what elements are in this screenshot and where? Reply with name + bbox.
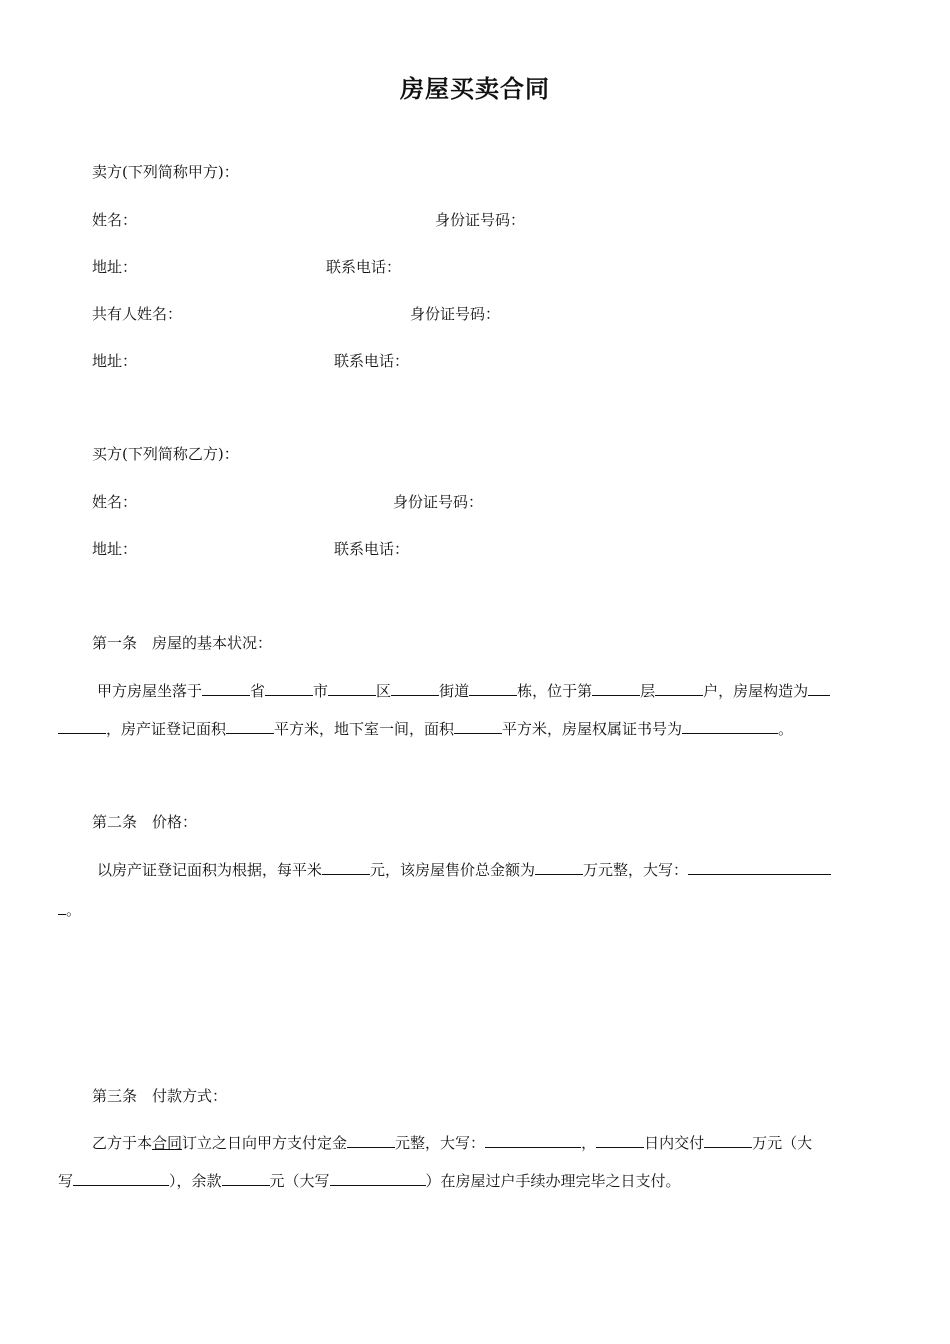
article2-text: 万元整，大写： bbox=[583, 861, 689, 879]
structure-blank[interactable] bbox=[808, 680, 830, 696]
seller-name-label: 姓名： bbox=[92, 211, 138, 229]
buyer-phone-label: 联系电话： bbox=[334, 540, 410, 558]
article3-heading: 第三条 付款方式： bbox=[92, 1087, 228, 1105]
article1-text: 甲方房屋坐落于 bbox=[97, 682, 203, 700]
seller-id-label: 身份证号码： bbox=[435, 211, 526, 229]
deposit-blank[interactable] bbox=[347, 1132, 395, 1148]
seller-address-label: 地址： bbox=[92, 258, 138, 276]
district-blank[interactable] bbox=[328, 680, 376, 696]
days-blank[interactable] bbox=[596, 1132, 644, 1148]
buyer-name-label: 姓名： bbox=[92, 493, 138, 511]
article1-text: ，房产证登记面积 bbox=[106, 720, 227, 738]
province-blank[interactable] bbox=[202, 680, 250, 696]
article1-text: 户，房屋构造为 bbox=[703, 682, 809, 700]
buyer-heading: 买方(下列简称乙方)： bbox=[92, 445, 239, 463]
article2-line1 bbox=[97, 859, 831, 880]
seller-heading: 卖方(下列简称甲方)： bbox=[92, 163, 239, 181]
coowner-name-label: 共有人姓名： bbox=[92, 305, 183, 323]
floor-blank[interactable] bbox=[592, 680, 640, 696]
article3-text: ， bbox=[581, 1134, 597, 1152]
article3-text: 元（大写 bbox=[269, 1172, 330, 1190]
balance-blank[interactable] bbox=[222, 1170, 270, 1186]
article3-text: 日内交付 bbox=[644, 1134, 705, 1152]
coowner-id-label: 身份证号码： bbox=[410, 305, 501, 323]
balance-words-blank[interactable] bbox=[330, 1170, 426, 1186]
article3-text: 写 bbox=[58, 1172, 74, 1190]
article1-text: 平方米，地下室一间，面积 bbox=[274, 720, 455, 738]
article1-text: 区 bbox=[376, 682, 392, 700]
total-price-blank[interactable] bbox=[535, 859, 583, 875]
coowner-address-label: 地址： bbox=[92, 352, 138, 370]
article1-text: 街道 bbox=[439, 682, 470, 700]
article2-line2 bbox=[58, 899, 81, 920]
article1-text: 市 bbox=[313, 682, 329, 700]
price-per-sqm-blank[interactable] bbox=[322, 859, 370, 875]
article3-text: 元整，大写： bbox=[395, 1134, 486, 1152]
document-title: 房屋买卖合同 bbox=[400, 75, 550, 103]
contract-link[interactable]: 合同 bbox=[152, 1134, 183, 1152]
article2-text: 元，该房屋售价总金额为 bbox=[370, 861, 536, 879]
article3-text: 万元（大 bbox=[752, 1134, 813, 1152]
total-price-words-blank[interactable] bbox=[688, 859, 831, 875]
article3-text: ）在房屋过户手续办理完毕之日支付。 bbox=[425, 1172, 681, 1190]
article3-text: 乙方于本 bbox=[92, 1134, 153, 1152]
article3-text: 订立之日向甲方支付定金 bbox=[182, 1134, 348, 1152]
unit-blank[interactable] bbox=[655, 680, 703, 696]
article1-text: 。 bbox=[778, 720, 794, 738]
article1-text: 省 bbox=[250, 682, 266, 700]
article1-heading: 第一条 房屋的基本状况： bbox=[92, 634, 273, 652]
installment-blank[interactable] bbox=[704, 1132, 752, 1148]
article3-text: ），余款 bbox=[169, 1172, 222, 1190]
article1-text: 平方米，房屋权属证书号为 bbox=[502, 720, 683, 738]
article3-line1 bbox=[92, 1132, 812, 1153]
article1-line2 bbox=[58, 718, 793, 739]
buyer-id-label: 身份证号码： bbox=[393, 493, 484, 511]
structure-blank-cont[interactable] bbox=[58, 718, 106, 734]
installment-words-blank[interactable] bbox=[73, 1170, 169, 1186]
seller-phone-label: 联系电话： bbox=[326, 258, 402, 276]
basement-area-blank[interactable] bbox=[454, 718, 502, 734]
registered-area-blank[interactable] bbox=[226, 718, 274, 734]
buyer-address-label: 地址： bbox=[92, 540, 138, 558]
certificate-number-blank[interactable] bbox=[682, 718, 778, 734]
article1-line1 bbox=[97, 680, 830, 701]
article2-heading: 第二条 价格： bbox=[92, 813, 198, 831]
building-blank[interactable] bbox=[469, 680, 517, 696]
total-price-words-blank-cont[interactable] bbox=[58, 899, 66, 915]
article1-text: 层 bbox=[640, 682, 656, 700]
street-blank[interactable] bbox=[391, 680, 439, 696]
article2-text: 以房产证登记面积为根据，每平米 bbox=[97, 861, 323, 879]
city-blank[interactable] bbox=[265, 680, 313, 696]
article3-line2 bbox=[58, 1170, 681, 1191]
article1-text: 栋，位于第 bbox=[517, 682, 593, 700]
deposit-words-blank[interactable] bbox=[485, 1132, 581, 1148]
article2-text: 。 bbox=[66, 901, 82, 919]
coowner-phone-label: 联系电话： bbox=[334, 352, 410, 370]
